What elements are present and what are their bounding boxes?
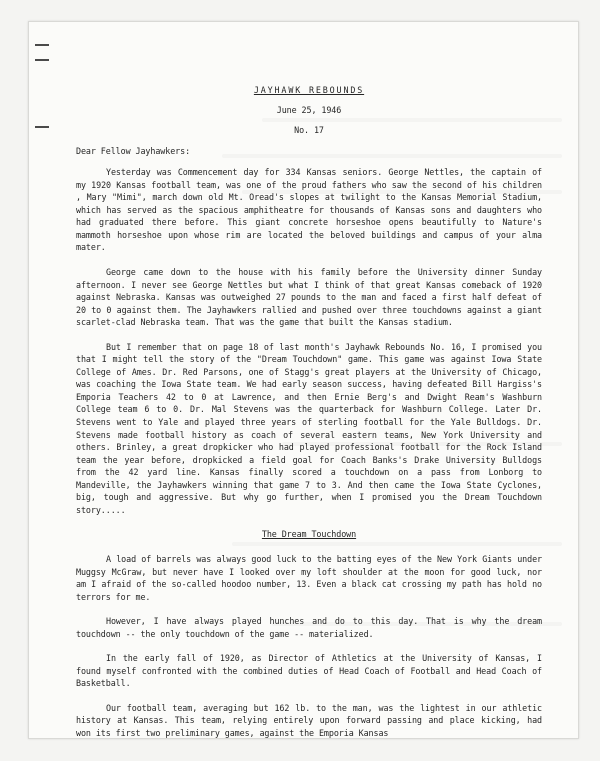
paragraph: Yesterday was Commencement day for 334 Kansas seniors. George Nettles, the captain of my 1920 Kansas football team, was one of the proud fathers who saw the second of his children , Mary "Mimi", march down old Mt. Oread's slopes at twilight to the Kansas Memorial Stadium, which has served as the spacious amphitheatre for thousands of Kansas sons and daughters who had graduated there before. This giant concrete horseshoe opens beautifully to Nature's mammoth horseshoe upon whose rim are located the beloved buildings and campus of your alma mater. bbox=[76, 167, 542, 253]
document-page bbox=[28, 21, 579, 739]
paragraph: But I remember that on page 18 of last month's Jayhawk Rebounds No. 16, I promised you that I might tell the story of the "Dream Touchdown" game. This game was against Iowa State College of Ames. Dr. Red Parsons, one of Stagg's great players at the University of Chicago, was coaching the Iowa State team. We had early season success, having defeated Bill Hargiss's Emporia Teachers 42 to 0 at Lawrence, and then Ernie Berg's and Dwight Ream's Washburn College team 6 to 0. Dr. Mal Stevens was the quarterback for Washburn College. Later Dr. Stevens went to Yale and played three years of sterling football for the Yale Bulldogs. Dr. Stevens made football history as coach of several eastern teams, New York University and others. Brinley, a great dropkicker who had played professional football for the Rock Island team the year before, dropkicked a field goal for Coach Banks's Drake University Bulldogs from the 42 yard line. Kansas finally scored a touchdown on a pass from Lonborg to Mandeville, the Jayhawkers winning that game 7 to 3. And then came the Iowa State Cyclones, big, tough and aggressive. But why go further, when I promised you the Dream Touchdown story..... bbox=[76, 341, 542, 515]
paragraph: George came down to the house with his family before the University dinner Sunday afternoon. I never see George Nettles but what I think of that great Kansas comeback of 1920 against Nebraska. Kansas was outweighed 27 pounds to the man and faced a first half defeat of 20 to 0 against them. The Jayhawkers rallied and pushed over three touchdowns against a giant scarlet-clad Nebraska team. That was the game that built the Kansas stadium. bbox=[76, 267, 542, 328]
margin-mark bbox=[35, 44, 49, 46]
paragraph: In the early fall of 1920, as Director of Athletics at the University of Kansas, I found myself confronted with the combined duties of Head Coach of Football and Head Coach of Basketball. bbox=[76, 653, 542, 689]
margin-mark bbox=[35, 59, 49, 61]
section-heading: The Dream Touchdown bbox=[261, 529, 357, 540]
document-title: JAYHAWK REBOUNDS bbox=[253, 85, 365, 95]
letter-body bbox=[76, 84, 542, 739]
issue-number: No. 17 bbox=[294, 125, 324, 136]
paragraph: Our football team, averaging but 162 lb. to the man, was the lightest in our athletic history at Kansas. This team, relying entirely upon forward passing and place kicking, had won its first two preliminary games, against the Emporia Kansas bbox=[76, 702, 542, 738]
paragraph: A load of barrels was always good luck to the batting eyes of the New York Giants under Muggsy McGraw, but never have I looked over my loft shoulder at the moon for good luck, nor am I afraid of the so-called hoodoo number, 13. Even a black cat crossing my path has hold no terrors for me. bbox=[76, 553, 542, 602]
salutation: Dear Fellow Jayhawkers: bbox=[76, 145, 191, 156]
document-date: June 25, 1946 bbox=[276, 104, 342, 115]
paragraph: However, I have always played hunches and do to this day. That is why the dream touchdown -- the only touchdown of the game -- materialized. bbox=[76, 616, 542, 639]
margin-mark bbox=[35, 126, 49, 128]
